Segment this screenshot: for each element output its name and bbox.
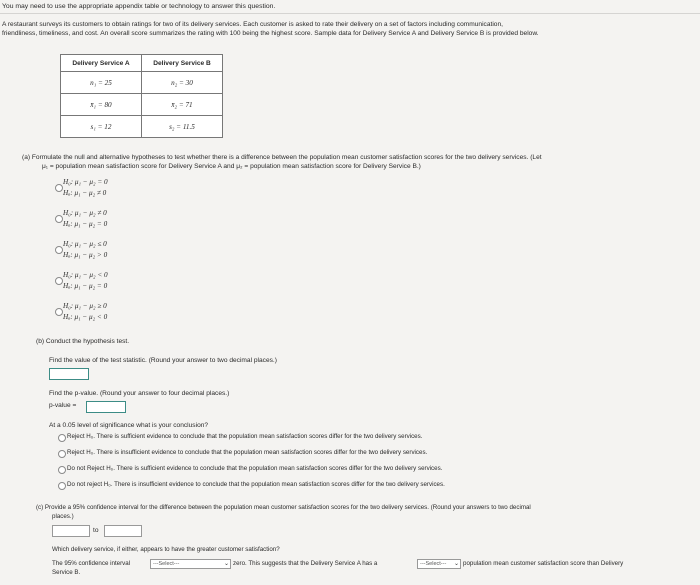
hypothesis-option-3-radio[interactable] — [55, 246, 63, 254]
part-c-prompt-line-1: (c) Provide a 95% confidence interval for the difference between the population mean customer satisfaction scores for the two delivery services. (Round your answers to two decimal — [36, 504, 531, 511]
hypothesis-option-4-alt: Hₐ: μ₁ − μ₂ = 0 — [63, 282, 108, 290]
conclusion-option-3-radio[interactable] — [58, 466, 66, 474]
chevron-down-icon: ⌄ — [223, 561, 229, 567]
ci-position-select-value: ---Select--- — [153, 561, 180, 567]
ci-upper-input[interactable] — [104, 525, 142, 537]
hypothesis-option-5-alt: Hₐ: μ₁ − μ₂ < 0 — [63, 313, 108, 321]
table-cell: s₂ = 11.5 — [142, 116, 223, 138]
hypothesis-option-4-radio[interactable] — [55, 277, 63, 285]
chevron-down-icon: ⌄ — [453, 561, 459, 567]
hypothesis-option-1-null: H₀: μ₁ − μ₂ = 0 — [63, 178, 108, 186]
hypothesis-option-2-alt: Hₐ: μ₁ − μ₂ = 0 — [63, 220, 108, 228]
hypothesis-option-5-null: H₀: μ₁ − μ₂ ≥ 0 — [63, 302, 107, 310]
table-cell: n₁ = 25 — [61, 72, 142, 94]
table-cell: x̄₁ = 80 — [61, 94, 142, 116]
p-value-label: p-value = — [49, 402, 77, 409]
part-a-prompt-line-1: (a) Formulate the null and alternative hypotheses to test whether there is a difference between the population mean customer satisfaction scores for the two delivery services. (Let — [22, 154, 542, 161]
table-cell: n₂ = 30 — [142, 72, 223, 94]
test-statistic-prompt: Find the value of the test statistic. (Round your answer to two decimal places.) — [49, 357, 277, 364]
intro-line-2: friendliness, timeliness, and cost. An overall score summarizes the rating with 100 being the highest score. Sample data for Delivery Service A and Delivery Service B is provided below. — [2, 30, 539, 37]
p-value-prompt: Find the p-value. (Round your answer to four decimal places.) — [49, 390, 230, 397]
hypothesis-option-1-alt: Hₐ: μ₁ − μ₂ ≠ 0 — [63, 189, 107, 197]
part-b-title: (b) Conduct the hypothesis test. — [36, 338, 130, 345]
table-cell: x̄₂ = 71 — [142, 94, 223, 116]
which-service-prompt: Which delivery service, if either, appears to have the greater customer satisfaction? — [52, 546, 280, 553]
hypothesis-option-5-radio[interactable] — [55, 308, 63, 316]
sample-data-table — [60, 54, 223, 138]
conclusion-option-2-label: Reject H₀. There is insufficient evidence to conclude that the population mean satisfaction scores differ for the two delivery services. — [67, 449, 428, 456]
ci-sentence-part-4: Service B. — [52, 569, 81, 576]
conclusion-prompt: At a 0.05 level of significance what is your conclusion? — [49, 422, 209, 429]
hypothesis-option-3-null: H₀: μ₁ − μ₂ ≤ 0 — [63, 240, 107, 248]
ci-to-label: to — [93, 527, 99, 534]
conclusion-option-1-radio[interactable] — [58, 434, 66, 442]
ci-sentence-part-3: population mean customer satisfaction score than Delivery — [463, 560, 624, 567]
table-header-service-b: Delivery Service B — [142, 55, 223, 72]
hypothesis-option-1-radio[interactable] — [55, 184, 63, 192]
conclusion-option-4-label: Do not reject H₀. There is insufficient evidence to conclude that the population mean satisfaction scores differ for the two delivery services. — [67, 481, 445, 488]
conclusion-option-3-label: Do not Reject H₀. There is sufficient evidence to conclude that the population mean satisfaction scores differ for the two delivery services. — [67, 465, 443, 472]
part-a-prompt-line-2: μ₁ = population mean satisfaction score for Delivery Service A and μ₂ = population mean satisfaction score for Delivery Service B.) — [42, 163, 421, 170]
hypothesis-option-2-null: H₀: μ₁ − μ₂ ≠ 0 — [63, 209, 107, 217]
test-statistic-input[interactable] — [49, 368, 89, 380]
conclusion-option-1-label: Reject H₀. There is sufficient evidence to conclude that the population mean satisfaction scores differ for the two delivery services. — [67, 433, 423, 440]
header-divider — [0, 13, 700, 14]
table-header-service-a: Delivery Service A — [61, 55, 142, 72]
ci-lower-input[interactable] — [52, 525, 90, 537]
table-cell: s₁ = 12 — [61, 116, 142, 138]
hypothesis-option-2-radio[interactable] — [55, 215, 63, 223]
appendix-notice: You may need to use the appropriate appendix table or technology to answer this question. — [2, 3, 276, 10]
ci-position-select[interactable] — [150, 559, 231, 569]
conclusion-option-2-radio[interactable] — [58, 450, 66, 458]
ci-sentence-part-2: zero. This suggests that the Delivery Service A has a — [233, 560, 378, 567]
intro-line-1: A restaurant surveys its customers to obtain ratings for two of its delivery services. Each customer is asked to rate their delivery on a set of factors including communication, — [2, 21, 503, 28]
p-value-input[interactable] — [86, 401, 126, 413]
ci-sentence-part-1: The 95% confidence interval — [52, 560, 131, 567]
satisfaction-comparison-select[interactable] — [417, 559, 461, 569]
hypothesis-option-3-alt: Hₐ: μ₁ − μ₂ > 0 — [63, 251, 108, 259]
conclusion-option-4-radio[interactable] — [58, 482, 66, 490]
hypothesis-option-4-null: H₀: μ₁ − μ₂ < 0 — [63, 271, 108, 279]
satisfaction-comparison-select-value: ---Select--- — [420, 561, 447, 567]
part-c-prompt-line-2: places.) — [52, 513, 74, 520]
